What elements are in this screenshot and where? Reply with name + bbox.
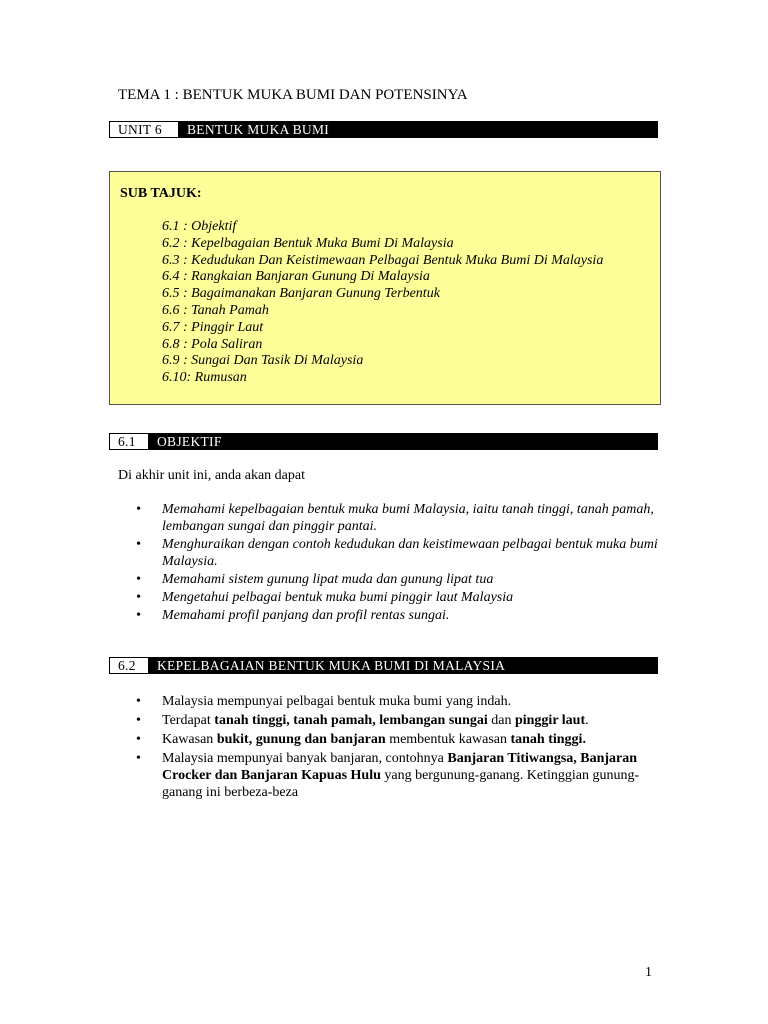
list-item: 6.8 : Pola Saliran — [162, 336, 263, 352]
text-run: dan — [487, 713, 515, 728]
list-item: • Memahami kepelbagaian bentuk muka bumi Malaysia, iaitu tanah tinggi, tanah pamah, lembangan sungai dan pinggir pantai. — [136, 501, 666, 535]
list-item — [136, 693, 666, 710]
diversity-list — [136, 693, 666, 803]
list-item — [136, 731, 666, 748]
section-number: 6.1 — [109, 433, 149, 450]
list-item: • Memahami sistem gunung lipat muda dan gunung lipat tua — [136, 571, 666, 588]
list-item: 6.5 : Bagaimanakan Banjaran Gunung Terbentuk — [162, 286, 440, 302]
list-item: 6.2 : Kepelbagaian Bentuk Muka Bumi Di Malaysia — [162, 235, 454, 251]
section-header-objektif — [109, 433, 658, 450]
list-item: 6.7 : Pinggir Laut — [162, 319, 264, 335]
section-title: KEPELBAGAIAN BENTUK MUKA BUMI DI MALAYSIA — [149, 657, 658, 674]
text-run: Kawasan — [162, 732, 217, 747]
subtopic-box — [109, 171, 661, 405]
list-item: 6.9 : Sungai Dan Tasik Di Malaysia — [162, 353, 364, 369]
list-item: 6.6 : Tanah Pamah — [162, 302, 269, 318]
text-run: . — [585, 713, 589, 728]
list-item: 6.1 : Objektif — [162, 219, 237, 234]
bold-text-run: tanah tinggi, tanah pamah, lembangan sungai — [214, 713, 488, 728]
section-title: OBJEKTIF — [149, 433, 658, 450]
text-run: membentuk kawasan — [385, 732, 511, 747]
bold-text-run: bukit, gunung dan banjaran — [216, 732, 386, 747]
bold-text-run: tanah tinggi. — [510, 732, 586, 747]
subtopic-list — [162, 219, 603, 387]
subtopic-heading: SUB TAJUK: — [120, 186, 202, 201]
list-item: 6.3 : Kedudukan Dan Keistimewaan Pelbagai Bentuk Muka Bumi Di Malaysia — [162, 252, 604, 268]
list-item: 6.4 : Rangkaian Banjaran Gunung Di Malaysia — [162, 269, 430, 285]
list-item — [136, 712, 666, 729]
list-item: • Menghuraikan dengan contoh kedudukan dan keistimewaan pelbagai bentuk muka bumi Malaysia. — [136, 536, 666, 570]
list-item — [136, 750, 666, 801]
unit-title: BENTUK MUKA BUMI — [179, 121, 658, 138]
list-item: 6.10: Rumusan — [162, 370, 247, 386]
text-run: yang bergunung-ganang. Ketinggian gunung-ganang ini berbeza-beza — [162, 768, 640, 800]
theme-title: TEMA 1 : BENTUK MUKA BUMI DAN POTENSINYA — [118, 87, 468, 103]
bold-text-run: pinggir laut — [514, 713, 586, 728]
text-run: Malaysia mempunyai pelbagai bentuk muka bumi yang indah. — [162, 694, 512, 709]
list-item: • Mengetahui pelbagai bentuk muka bumi pinggir laut Malaysia — [136, 589, 666, 606]
unit-number: UNIT 6 — [109, 121, 179, 138]
text-run: Malaysia mempunyai banyak banjaran, contohnya — [162, 751, 448, 766]
bold-text-run: Banjaran Titiwangsa, Banjaran Crocker dan Banjaran Kapuas Hulu — [162, 751, 638, 783]
text-run: Terdapat — [162, 713, 215, 728]
page-number: 1 — [645, 965, 652, 980]
section-number: 6.2 — [109, 657, 149, 674]
objective-list — [136, 501, 666, 625]
section-header-kepelbagaian — [109, 657, 658, 674]
objective-intro: Di akhir unit ini, anda akan dapat — [118, 468, 305, 483]
unit-header-bar — [109, 121, 658, 138]
list-item: • Memahami profil panjang dan profil rentas sungai. — [136, 607, 666, 624]
